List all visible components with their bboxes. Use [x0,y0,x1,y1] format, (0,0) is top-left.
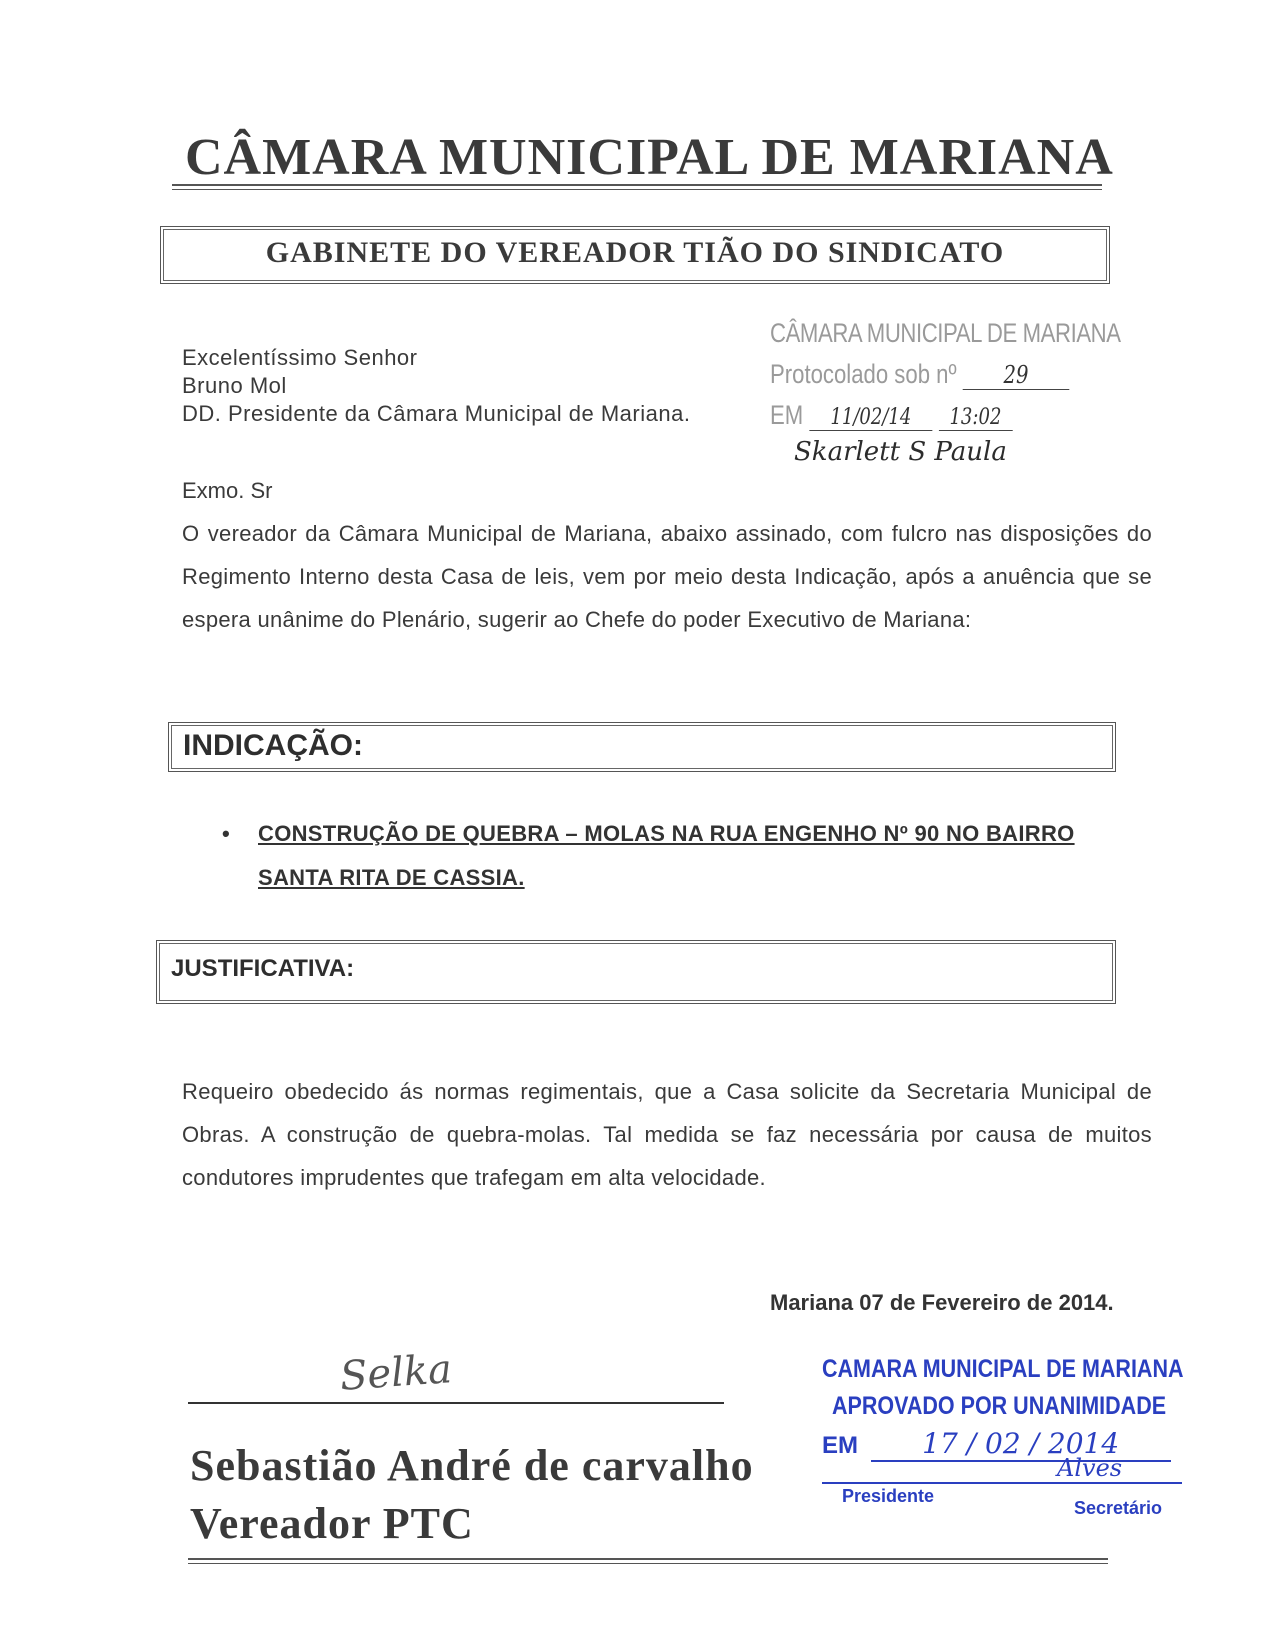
signatory-signature: Selka [338,1346,454,1400]
protocol-time: 13:02 [939,405,1013,431]
indicacao-box [168,722,1116,772]
greeting: Exmo. Sr [182,478,273,503]
secretary-signature: Alves [1057,1454,1123,1482]
protocol-label: Protocolado sob nº [770,359,957,389]
cabinet-box [160,226,1110,284]
bullet-icon: • [222,821,231,846]
footer-divider [188,1558,1108,1564]
justificativa-paragraph: Requeiro obedecido ás normas regimentais, que a Casa solicite da Secretaria Municipal de Obras. A construção de quebra-molas. Tal medida se faz necessária por causa de muitos condutores imprudentes que trafegam em alta velocidade. [182,1079,1152,1190]
approval-signature-labels [822,1454,1202,1518]
signature-line [188,1402,724,1404]
protocol-stamp [770,318,1121,467]
president-label: Presidente [842,1486,935,1506]
protocol-date: 11/02/14 [809,405,932,431]
approval-date-label: EM [822,1432,858,1459]
indicacao-label: INDICAÇÃO: [183,729,363,762]
addressee-line-2: Bruno Mol [182,373,287,398]
protocol-date-label: EM [770,400,804,430]
addressee-line-1: Excelentíssimo Senhor [182,345,418,370]
justificativa-box [156,940,1116,1004]
indicacao-item [222,812,1082,900]
approval-stamp-institution: CAMARA MUNICIPAL DE MARIANA [822,1355,1184,1383]
page-title: CÂMARA MUNICIPAL DE MARIANA [185,129,1114,186]
signatory-name: Sebastião André de carvalho [190,1441,754,1490]
title-divider [172,184,1102,190]
addressee-line-3: DD. Presidente da Câmara Municipal de Mariana. [182,401,691,426]
indicacao-item-text: CONSTRUÇÃO DE QUEBRA – MOLAS NA RUA ENGENHO Nº 90 NO BAIRRO SANTA RITA DE CASSIA. [258,821,1075,890]
cabinet-title: GABINETE DO VEREADOR TIÃO DO SINDICATO [265,236,1005,269]
addressee-block [182,344,690,428]
secretary-label: Secretário [1074,1498,1163,1518]
approval-date-line [822,1427,1202,1462]
signatory-role: Vereador PTC [190,1499,474,1548]
date-line: Mariana 07 de Fevereiro de 2014. [770,1290,1114,1315]
approval-stamp [822,1355,1202,1518]
protocol-date-line [770,400,1053,431]
protocol-stamp-institution: CÂMARA MUNICIPAL DE MARIANA [770,318,1121,348]
protocol-number-line [770,359,1053,390]
protocol-number: 29 [963,361,1070,390]
approval-date: 17 / 02 / 2014 [871,1427,1171,1462]
justificativa-label: JUSTIFICATIVA: [171,955,355,982]
protocol-signature: Skarlett S Paula [794,437,1007,467]
approval-status: APROVADO POR UNANIMIDADE [832,1392,1167,1420]
intro-paragraph: O vereador da Câmara Municipal de Mariana, abaixo assinado, com fulcro nas disposições do Regimento Interno desta Casa de leis, vem por meio desta Indicação, após a anuência que se espera unânime do Plenário, sugerir ao Chefe do poder Executivo de Mariana: [182,521,1152,632]
